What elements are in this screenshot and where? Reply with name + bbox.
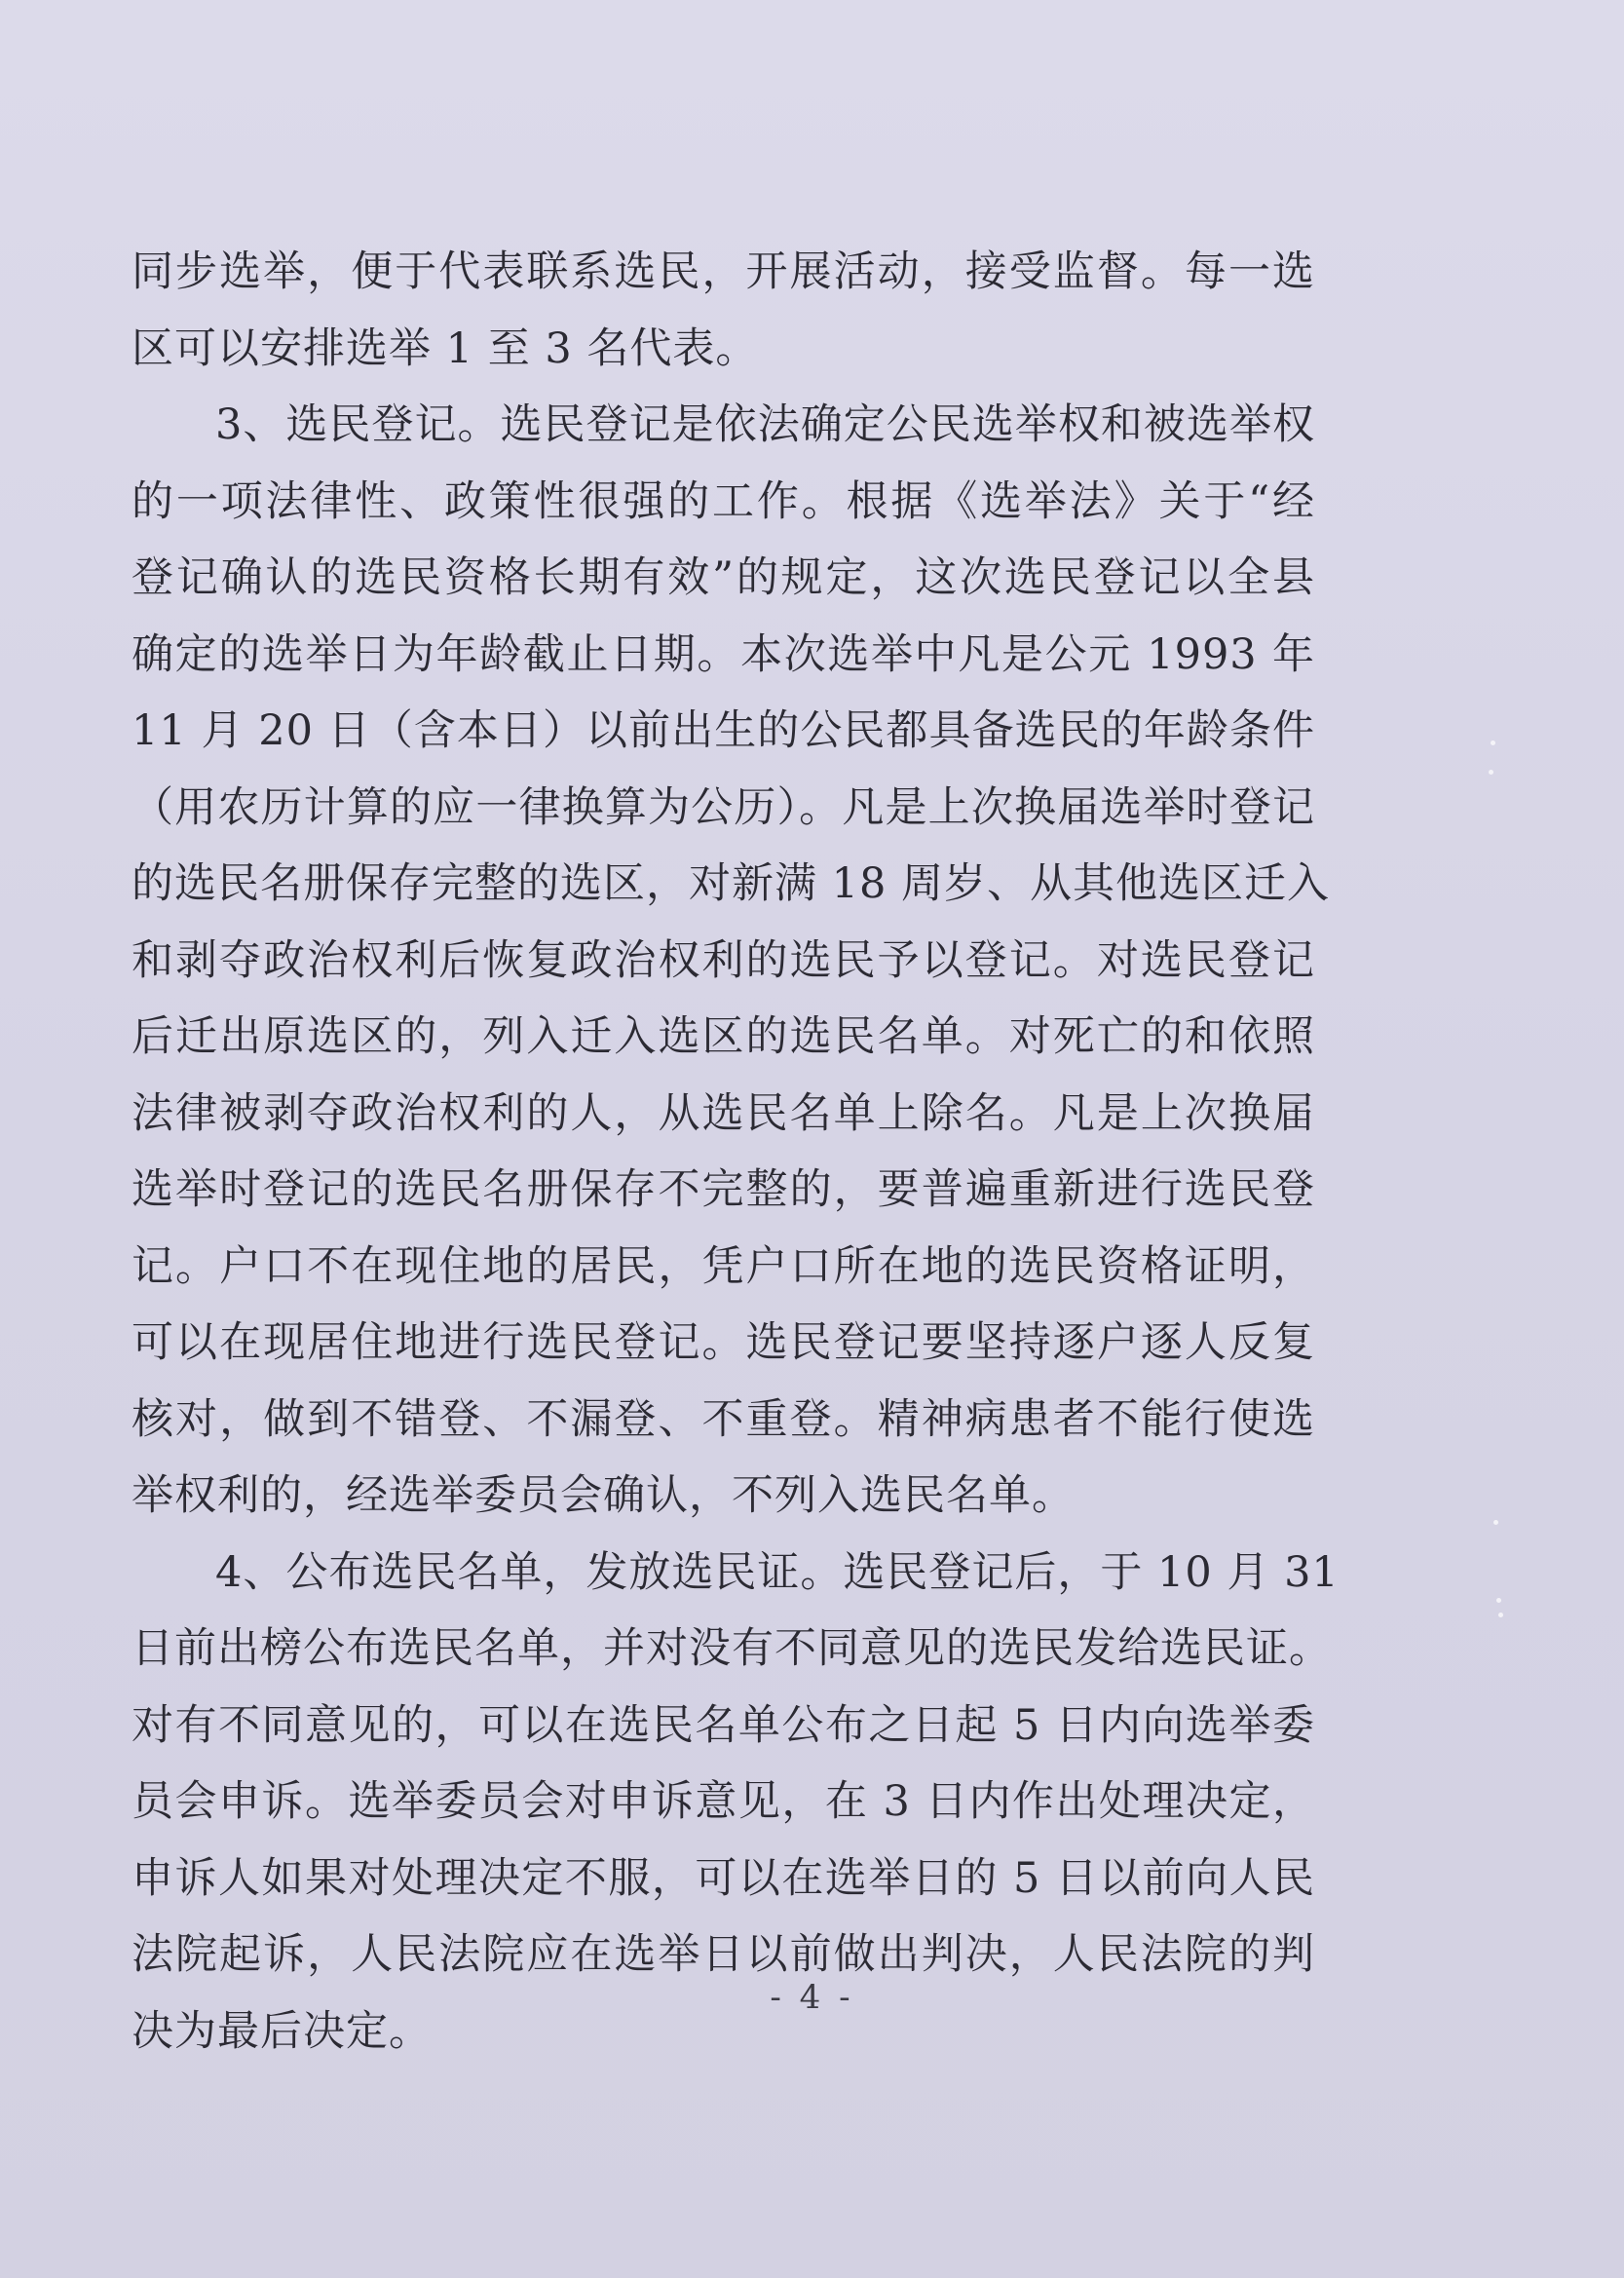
text-line: 日前出榜公布选民名单，并对没有不同意见的选民发给选民证。 — [132, 1624, 1332, 1673]
paper-speck — [1491, 740, 1495, 745]
text-line: 和剥夺政治权利后恢复政治权利的选民予以登记。对选民登记 — [132, 935, 1315, 985]
body-text — [132, 234, 1340, 2069]
text-line: （用农历计算的应一律换算为公历）。凡是上次换届选举时登记 — [132, 782, 1315, 832]
page-number: - 4 - — [770, 1978, 854, 2017]
text-line: 登记确认的选民资格长期有效”的规定，这次选民登记以全县 — [132, 553, 1315, 602]
text-line: 法律被剥夺政治权利的人，从选民名单上除名。凡是上次换届 — [132, 1088, 1315, 1138]
text-line: 的选民名册保存完整的选区，对新满 18 周岁、从其他选区迁入 — [132, 859, 1331, 908]
text-line: 区可以安排选举 1 至 3 名代表。 — [132, 323, 759, 373]
text-line: 申诉人如果对处理决定不服，可以在选举日的 5 日以前向人民 — [132, 1853, 1315, 1903]
paper-speck — [1496, 1598, 1501, 1603]
text-line: 核对，做到不错登、不漏登、不重登。精神病患者不能行使选 — [132, 1394, 1315, 1444]
text-line: 可以在现居住地进行选民登记。选民登记要坚持逐户逐人反复 — [132, 1318, 1315, 1367]
text-line: 11 月 20 日（含本日）以前出生的公民都具备选民的年龄条件 — [132, 706, 1315, 755]
text-line: 4、公布选民名单，发放选民证。选民登记后，于 10 月 31 — [215, 1547, 1340, 1597]
text-line: 同步选举，便于代表联系选民，开展活动，接受监督。每一选 — [132, 247, 1315, 296]
text-line: 记。户口不在现住地的居民，凭户口所在地的选民资格证明， — [132, 1241, 1315, 1291]
text-line: 3、选民登记。选民登记是依法确定公民选举权和被选举权 — [215, 400, 1315, 449]
paper-speck — [1498, 1613, 1503, 1617]
paper-speck — [1489, 770, 1493, 775]
text-line: 对有不同意见的，可以在选民名单公布之日起 5 日内向选举委 — [132, 1700, 1315, 1750]
text-line: 员会申诉。选举委员会对申诉意见，在 3 日内作出处理决定， — [132, 1777, 1315, 1826]
text-line: 举权利的，经选举委员会确认，不列入选民名单。 — [132, 1471, 1075, 1520]
text-line: 决为最后决定。 — [132, 2006, 432, 2056]
text-line: 选举时登记的选民名册保存不完整的，要普遍重新进行选民登 — [132, 1165, 1315, 1214]
text-line: 确定的选举日为年龄截止日期。本次选举中凡是公元 1993 年 — [132, 629, 1315, 679]
text-line: 后迁出原选区的，列入迁入选区的选民名单。对死亡的和依照 — [132, 1012, 1315, 1061]
paper-speck — [1493, 1520, 1498, 1525]
text-line: 法院起诉，人民法院应在选举日以前做出判决，人民法院的判 — [132, 1930, 1315, 1979]
text-line: 的一项法律性、政策性很强的工作。根据《选举法》关于“经 — [132, 476, 1315, 526]
